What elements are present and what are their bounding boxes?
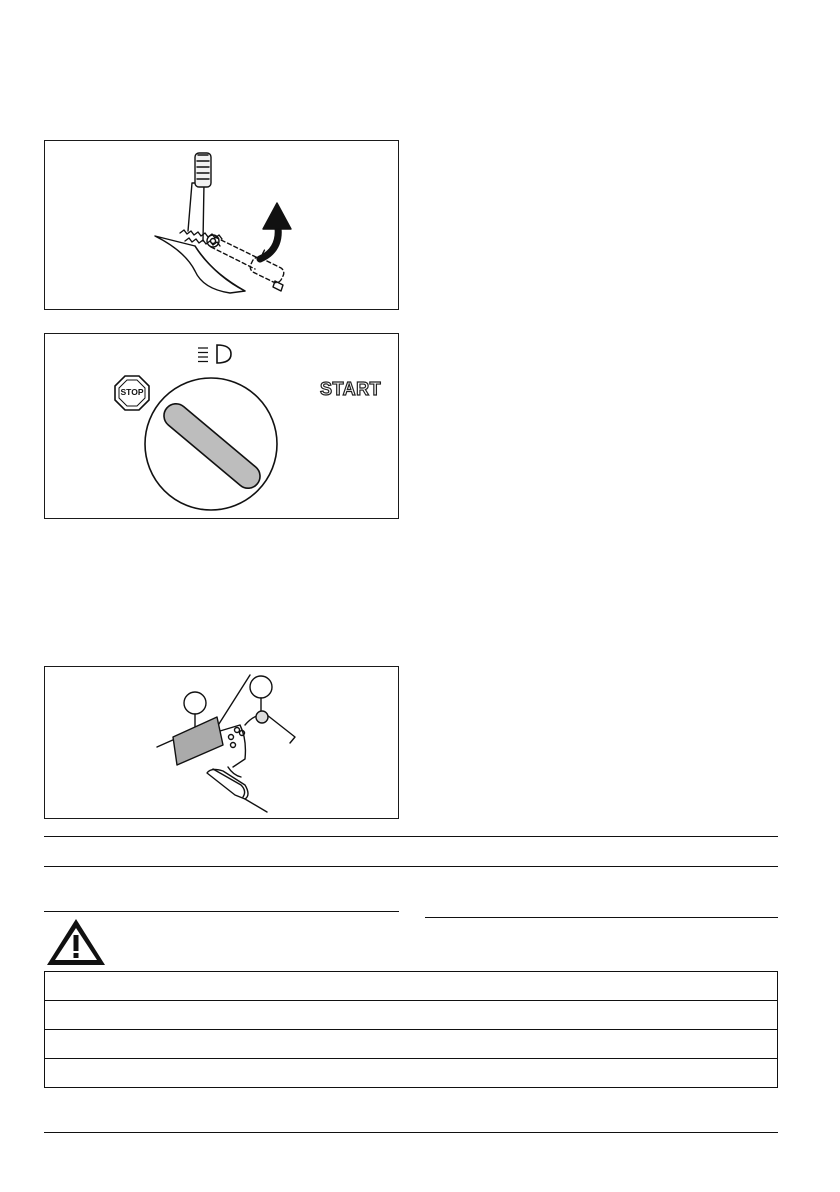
table-cell <box>45 1030 778 1059</box>
headlight-icon <box>198 345 231 363</box>
table-cell <box>45 972 778 1001</box>
footer-rule <box>44 1132 778 1133</box>
pedal-illustration <box>45 667 400 820</box>
parking-brake-figure <box>44 140 399 310</box>
table-row <box>45 1059 778 1088</box>
ignition-key-icon <box>145 378 277 510</box>
info-table <box>44 971 778 1088</box>
callout-circle-1 <box>184 692 206 714</box>
table-row <box>45 1030 778 1059</box>
table-row <box>45 972 778 1001</box>
callout-circle-2 <box>250 676 272 698</box>
ignition-switch-illustration <box>45 334 400 520</box>
section-rule-middle <box>44 866 778 867</box>
table-row <box>45 1001 778 1030</box>
parking-brake-lever-icon <box>45 141 400 311</box>
table-cell <box>45 1001 778 1030</box>
column-rule-left <box>44 911 399 912</box>
column-rule-right <box>425 917 778 918</box>
table-cell <box>45 1059 778 1088</box>
pedals-figure <box>44 666 399 819</box>
stop-label: STOP <box>120 387 144 397</box>
ignition-switch-figure <box>44 333 399 519</box>
warning-triangle-icon <box>44 916 108 968</box>
start-label: START <box>320 379 382 399</box>
section-rule-top <box>44 836 778 837</box>
